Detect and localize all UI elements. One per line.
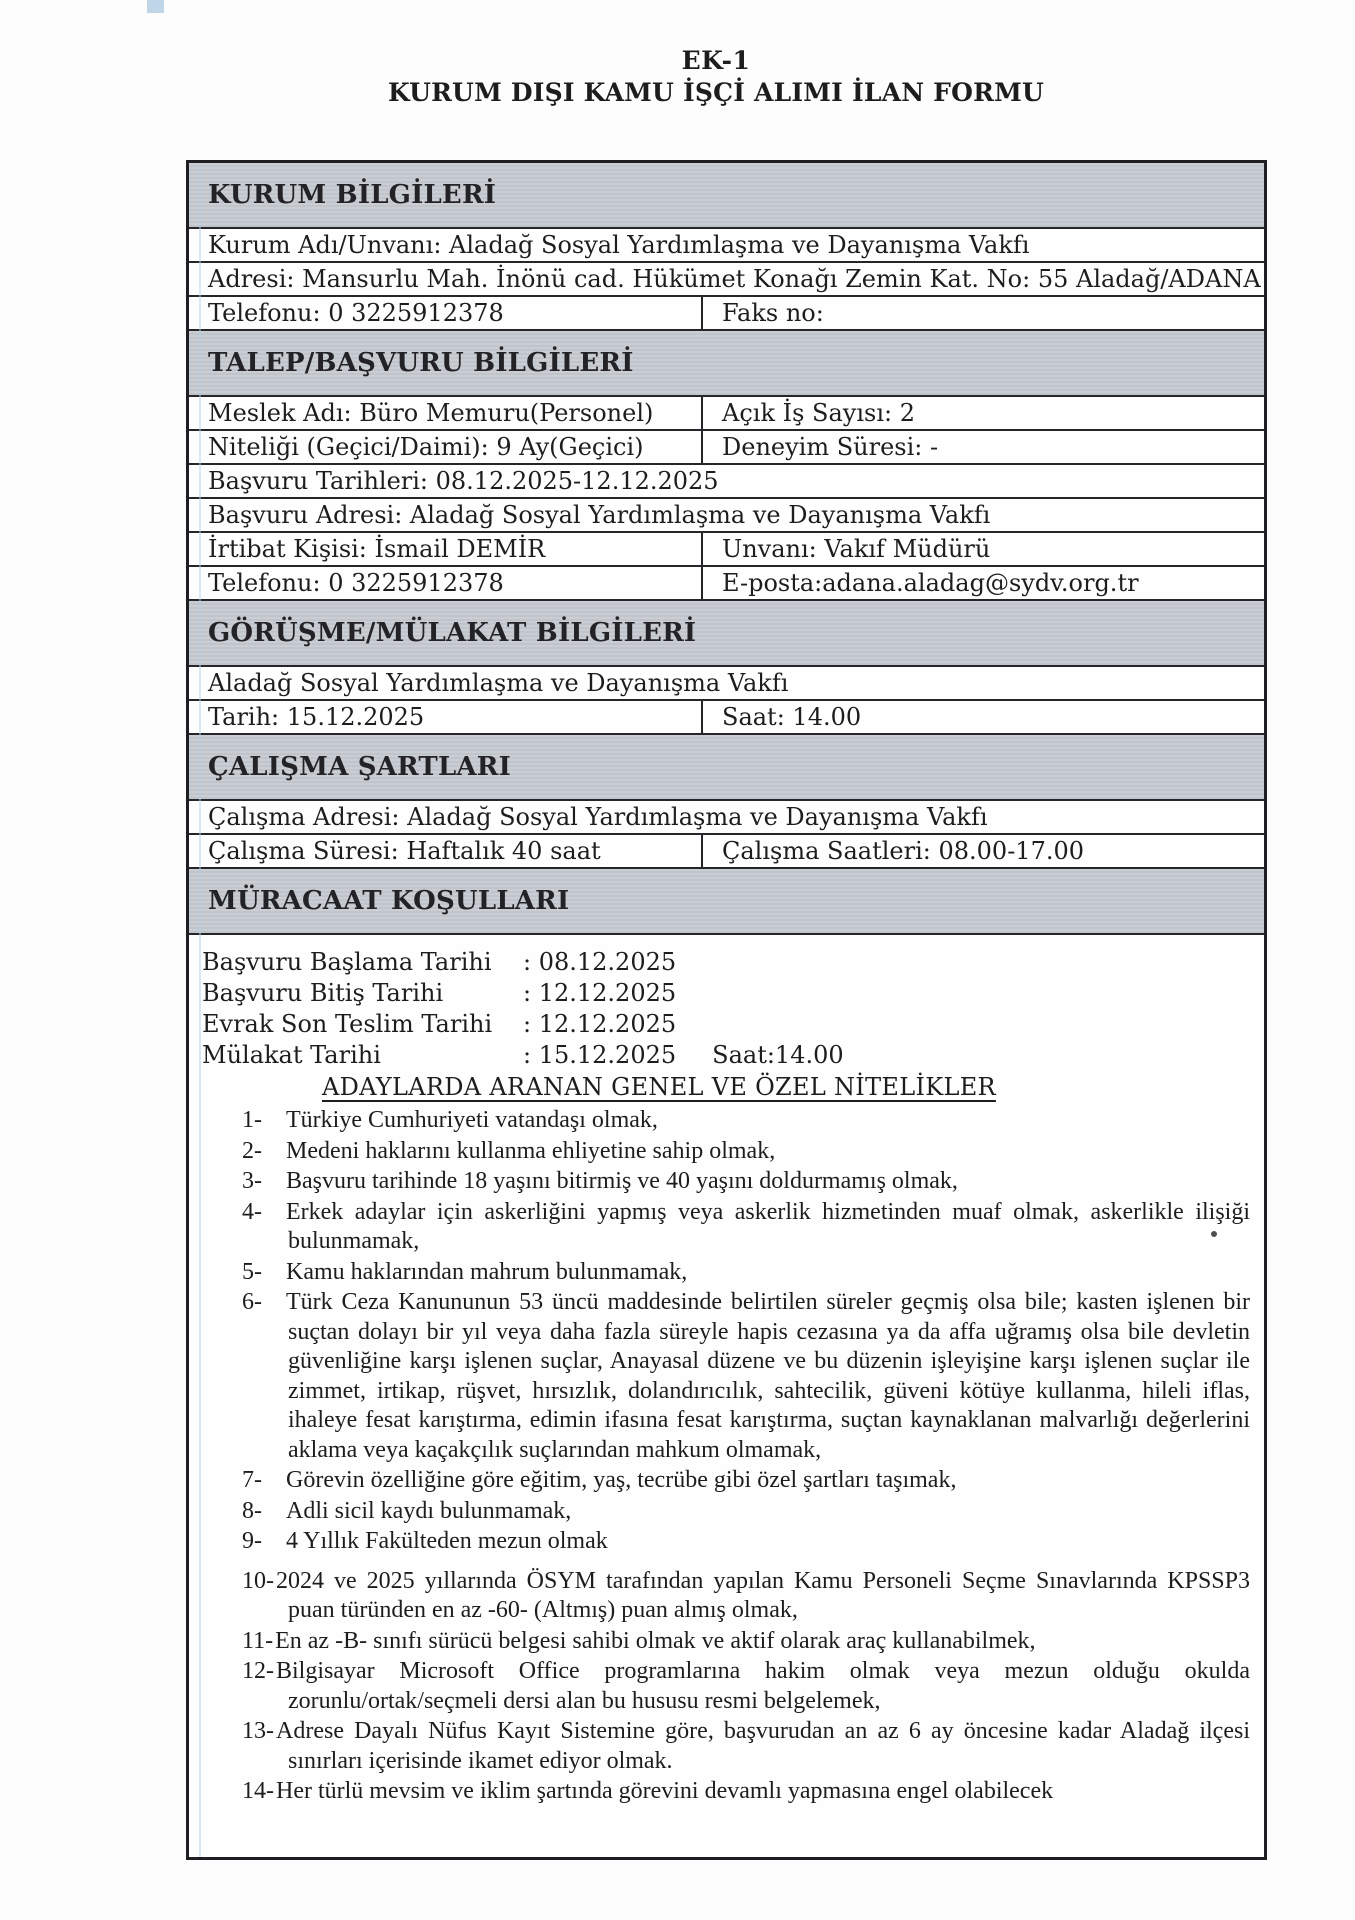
field-faks-no: Faks no: — [722, 299, 824, 327]
field-mulakat-tarih: Tarih: 15.12.2025 — [189, 701, 703, 733]
requirement-item — [242, 1657, 1250, 1716]
field-mulakat-saat: Saat: 14.00 — [722, 703, 862, 731]
item-number: 5- — [242, 1258, 262, 1285]
item-text: Görevin özelliğine göre eğitim, yaş, tecrübe gibi özel şartları taşımak, — [286, 1467, 957, 1493]
muracaat-kosullari-body — [189, 935, 1264, 1857]
item-number: 2- — [242, 1137, 262, 1164]
requirement-item — [242, 1627, 1250, 1657]
table-row — [189, 567, 1264, 601]
date-label: Evrak Son Teslim Tarihi — [202, 1010, 493, 1038]
item-number: 4- — [242, 1198, 262, 1225]
date-value: : 12.12.2025 — [523, 1010, 677, 1038]
table-row — [189, 397, 1264, 431]
field-basvuru-adresi: Başvuru Adresi: Aladağ Sosyal Yardımlaşma ve Dayanışma Vakfı — [189, 499, 1264, 533]
requirement-item — [242, 1567, 1250, 1626]
item-number: 3- — [242, 1168, 262, 1194]
item-number: 7- — [242, 1467, 262, 1493]
section-header-gorusme-mulakat-bilgileri: GÖRÜŞME/MÜLAKAT BİLGİLERİ — [189, 601, 1264, 667]
field-acik-is-sayisi: Açık İş Sayısı: 2 — [722, 399, 916, 427]
date-value: : 15.12.2025 — [523, 1041, 677, 1069]
table-row — [189, 835, 1264, 869]
item-text: Kamu haklarından mahrum bulunmamak, — [286, 1258, 688, 1285]
item-text: Adrese Dayalı Nüfus Kayıt Sistemine göre, başvurudan an az 6 ay öncesine kadar Aladağ ilçesi sınırları içerisinde ikamet ediyor olmak. — [276, 1718, 1250, 1774]
field-kurum-adi-unvani: Kurum Adı/Unvanı: Aladağ Sosyal Yardımlaşma ve Dayanışma Vakfı — [189, 229, 1264, 263]
item-text: Bilgisayar Microsoft Office programlarına hakim olmak veya mezun olduğu okulda zorunlu/ortak/seçmeli dersi alan bu hususu resmi belgelemek, — [276, 1658, 1250, 1714]
field-irtibat-kisisi: İrtibat Kişisi: İsmail DEMİR — [189, 533, 703, 565]
field-meslek-adi: Meslek Adı: Büro Memuru(Personel) — [189, 397, 703, 429]
field-adresi: Adresi: Mansurlu Mah. İnönü cad. Hükümet Konağı Zemin Kat. No: 55 Aladağ/ADANA — [189, 263, 1264, 297]
requirement-item — [242, 1777, 1250, 1807]
section-header-talep-basvuru-bilgileri: TALEP/BAŞVURU BİLGİLERİ — [189, 331, 1264, 397]
requirement-item — [242, 1258, 1250, 1288]
field-calisma-suresi: Çalışma Süresi: Haftalık 40 saat — [189, 835, 703, 867]
table-row — [189, 431, 1264, 465]
table-row — [189, 701, 1264, 735]
form-title: KURUM DIŞI KAMU İŞÇİ ALIMI İLAN FORMU — [388, 78, 1044, 107]
requirement-item — [242, 1137, 1250, 1167]
item-text: Medeni haklarını kullanma ehliyetine sahip olmak, — [286, 1137, 776, 1164]
date-label: Başvuru Başlama Tarihi — [202, 948, 492, 976]
item-text: Erkek adaylar için askerliğini yapmış veya askerlik hizmetinden muaf olmak, askerlikle ilişiği bulunmamak, — [286, 1198, 1250, 1254]
requirement-item — [242, 1198, 1250, 1257]
requirement-item — [242, 1106, 1250, 1136]
annex-number: EK-1 — [681, 46, 751, 75]
requirement-item — [242, 1167, 1250, 1197]
field-calisma-adresi: Çalışma Adresi: Aladağ Sosyal Yardımlaşma ve Dayanışma Vakfı — [189, 801, 1264, 835]
item-number: 12- — [242, 1658, 274, 1684]
section-header-muracaat-kosullari: MÜRACAAT KOŞULLARI — [189, 869, 1264, 935]
requirement-item — [242, 1717, 1250, 1776]
field-eposta: E-posta:adana.aladag@sydv.org.tr — [722, 569, 1139, 597]
item-number: 14- — [242, 1778, 274, 1804]
date-value: : 12.12.2025 — [523, 979, 677, 1007]
item-text: Adli sicil kaydı bulunmamak, — [286, 1497, 572, 1524]
requirement-item — [242, 1497, 1250, 1527]
document-header — [176, 46, 1256, 109]
table-row — [189, 533, 1264, 567]
requirements-heading: ADAYLARDA ARANAN GENEL VE ÖZEL NİTELİKLER — [322, 1073, 996, 1101]
field-basvuru-tarihleri: Başvuru Tarihleri: 08.12.2025-12.12.2025 — [189, 465, 1264, 499]
date-row-basvuru-bitis — [202, 978, 1250, 1009]
section-header-kurum-bilgileri: KURUM BİLGİLERİ — [189, 163, 1264, 229]
item-text: Her türlü mevsim ve iklim şartında görevini devamlı yapmasına engel olabilecek — [276, 1778, 1054, 1804]
scan-artifact-blue-tick — [147, 0, 164, 13]
field-unvani: Unvanı: Vakıf Müdürü — [722, 535, 991, 563]
field-deneyim-suresi: Deneyim Süresi: - — [722, 433, 939, 461]
date-value: : 08.12.2025 — [523, 948, 677, 976]
item-text: En az -B- sınıfı sürücü belgesi sahibi olmak ve aktif olarak araç kullanabilmek, — [275, 1627, 1036, 1654]
date-label: Mülakat Tarihi — [202, 1041, 381, 1069]
item-text: Başvuru tarihinde 18 yaşını bitirmiş ve 40 yaşını doldurmamış olmak, — [286, 1168, 958, 1194]
item-number: 8- — [242, 1497, 262, 1524]
field-mulakat-yeri: Aladağ Sosyal Yardımlaşma ve Dayanışma Vakfı — [189, 667, 1264, 701]
requirement-item — [242, 1466, 1250, 1496]
field-telefonu: Telefonu: 0 3225912378 — [189, 297, 703, 329]
item-number: 1- — [242, 1107, 262, 1133]
requirements-list — [242, 1106, 1250, 1807]
item-text: 2024 ve 2025 yıllarında ÖSYM tarafından yapılan Kamu Personeli Seçme Sınavlarında KPSSP3 puan türünden en az -60- (Altmış) puan almış olmak, — [276, 1567, 1250, 1623]
item-text: Türkiye Cumhuriyeti vatandaşı olmak, — [286, 1107, 658, 1133]
requirement-item — [242, 1527, 1250, 1557]
requirement-item — [242, 1288, 1250, 1465]
item-number: 9- — [242, 1528, 262, 1554]
form-table — [186, 160, 1267, 1860]
item-text: Türk Ceza Kanununun 53 üncü maddesinde belirtilen süreler geçmiş olsa bile; kasten işlenen bir suçtan dolayı bir yıl veya daha fazla süreyle hapis cezasına ya da affa uğramış olsa bile devletin güvenliğine karşı işlenen suçlar, Anayasal düzene ve bu düzenin işleyişine karşı işlenen suçlar ile zimmet, irtikap, rüşvet, hırsızlık, dolandırıcılık, sahtecilik, güveni kötüye kullanma, hileli iflas, ihaleye fesat karıştırma, edimin ifasına fesat karıştırma, suçtan kaynaklanan malvarlığı değerlerini aklama veya kaçakçılık suçlarından mahkum olmamak, — [286, 1289, 1250, 1463]
date-row-evrak-son-teslim — [202, 1009, 1250, 1040]
date-row-mulakat-tarihi — [202, 1040, 1250, 1071]
field-calisma-saatleri: Çalışma Saatleri: 08.00-17.00 — [722, 837, 1085, 865]
item-text: 4 Yıllık Fakülteden mezun olmak — [286, 1528, 608, 1554]
item-number: 10- — [242, 1567, 274, 1594]
field-telefonu-2: Telefonu: 0 3225912378 — [189, 567, 703, 599]
date-row-basvuru-baslama — [202, 947, 1250, 978]
field-niteligi: Niteliği (Geçici/Daimi): 9 Ay(Geçici) — [189, 431, 703, 463]
item-number: 6- — [242, 1289, 262, 1315]
date-extra: Saat:14.00 — [712, 1041, 844, 1069]
section-header-calisma-sartlari: ÇALIŞMA ŞARTLARI — [189, 735, 1264, 801]
scan-artifact-dot — [1211, 1231, 1217, 1237]
table-row — [189, 297, 1264, 331]
item-number: 11- — [242, 1627, 274, 1654]
date-label: Başvuru Bitiş Tarihi — [202, 979, 444, 1007]
item-number: 13- — [242, 1718, 274, 1744]
